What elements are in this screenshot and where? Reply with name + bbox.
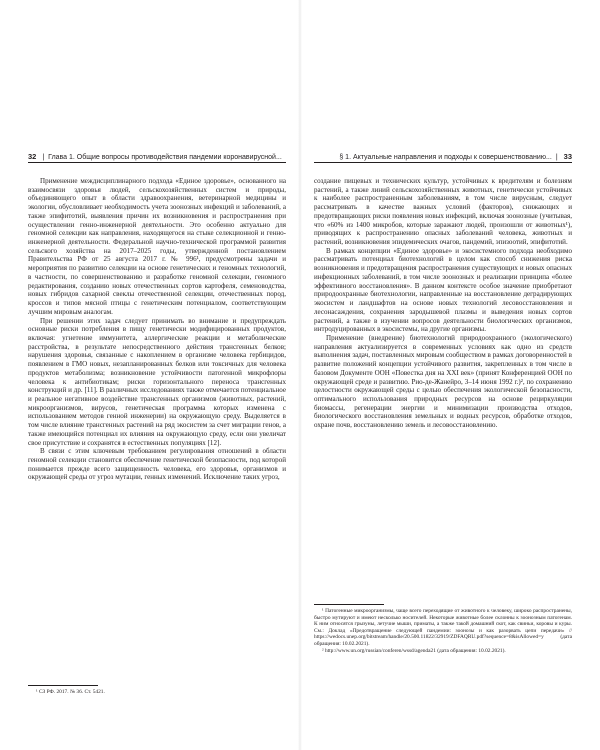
right-footnote-2: ² http://www.un.org/russian/conferen/wssd/agenda21 (дата обращения: 10.02.2021). xyxy=(322,647,506,654)
right-body-text xyxy=(314,177,572,430)
right-paragraph-1: создание пищевых и технических культур, устойчивых к вредителям и болезням растений, а также линий сельскохозяйственных животных, генетически устойчивых к наиболее распространенным заболеваниям, в том числе вирусным, следует рассматривать в качестве важных условий (факторов), снижающих и предотвращающих риски появления новых инфекций, включая зоонозные (учитывая, что «60% из 1400 микробов, которые заражают людей, произошли от животных¹), приводящих к распространению опасных заболеваний человека, животных и растений, возникновения эпидемических очагов, пандемий, эпизоотий, эпифитотий. xyxy=(314,177,572,247)
right-running-head-title: § 1. Актуальные направления и подходы к совершенствованию... xyxy=(339,154,552,161)
left-paragraph-1: Применение междисциплинарного подхода «Единое здоровье», основанного на взаимосвязи здоровья людей, сельскохозяйственных систем и природы, объединяющего опыт в области здравоохранения, ветеринарной медицины и экологии, обусловливает необходимость учета зоонозных инфекций и заболеваний, а также эпифитотий, выявления причин их возникновения и распространения при осуществлении генно-инженерной деятельности. Это особенно актуально для геномной селекции как направления, находящегося на стыке селекционной и генно-инженерной деятельности. Федеральной научно-технической программой развития сельского хозяйства на 2017–2025 годы, утвержденной постановлением Правительства РФ от 25 августа 2017 г. № 996¹, предусмотрены задачи и мероприятия по развитию селекции на основе генетических и геномных технологий, в частности, по совершенствованию и разработке геномной селекции, геномного редактирования, созданию новых отечественных сортов картофеля, семеноводства, новых гибридов сахарной свеклы отечественной селекции, отечественных пород, кроссов и типов мясной птицы с генетическим потенциалом, соответствующим лучшим мировым аналогам. xyxy=(28,177,286,316)
right-page-number: 33 xyxy=(563,152,572,161)
left-page-number: 32 xyxy=(28,152,37,161)
left-footnotes xyxy=(28,685,105,696)
right-footnotes xyxy=(314,604,572,654)
left-running-head-title: Глава 1. Общие вопросы противодействия пандемии коронавирусной... xyxy=(48,154,282,161)
right-page xyxy=(314,152,572,712)
left-footnote-1: ¹ СЗ РФ. 2017. № 36. Ст. 5421. xyxy=(36,689,105,695)
left-paragraph-2: При решении этих задач следует принимать во внимание и предупреждать основные риски потребления в пищу генетически модифицированных продуктов, включая: угнетение иммунитета, аллергические реакции и метаболические расстройства, в результате непосредственного действия трансгенных белков; нарушения здоровья, связанные с накоплением в организме человека гербицидов, появлением в ГМО новых, незапланированных белков или токсичных для человека продуктов метаболизма; возникновение устойчивости патогенной микрофлоры человека к антибиотикам; риски горизонтального переноса трансгенных конструкций и др. [11]. В различных исследованиях также отмечается потенциальное и реальное негативное воздействие трансгенных организмов (животных, растений, микроорганизмов, вирусов, генетическая программа которых изменена с использованием методов генной инженерии) на окружающую среду. Выделяется в том числе влияние трансгенных растений на ряд экосистем за счет миграции генов, а также имеющийся потенциал их влияния на окружающую среду, если они увеличат свое присутствие и сохранятся в естественных популяциях [12]. xyxy=(28,316,286,447)
right-footnote-1: ¹ Патогенные микроорганизмы, чаще всего переходящие от животного к человеку, широко распространены, быстро мутируют и имеют несколько носителей. Некоторые животные более склонны к зоонозным патогенам. К ним относятся грызуны, летучие мыши, приматы, а также такой домашний скот, как свиньи, коровы и куры. См.: Доклад «Предотвращение следующей пандемии: зоонозы и как разорвать цепи передачи» // https://wedocs.unep.org/bitstream/handle/20.500.11822/32919/ZDFAQRU.pdf?sequence=8&isAllowed=y (дата обращения: 10.02.2021). xyxy=(314,608,572,647)
left-page xyxy=(28,152,286,712)
left-running-head xyxy=(28,152,286,163)
right-paragraph-3: Применение (внедрение) биотехнологий природоохранного (экологического) направления актуализируется в современных условиях как одно из средств выполнения задач, поставленных мировым сообществом в рамках договоренностей в развитие положений концепции устойчивого развития, закрепленных в том числе в базовом Документе ООН «Повестка дня на XXI век» (принят Конференцией ООН по окружающей среде и развитию. Рио-де-Жанейро, 3–14 июня 1992 г.)², по сохранению целостности окружающей среды с целью обеспечения экологической безопасности, оптимального использования природных ресурсов на основе рециркуляции биомассы, регенерации энергии и минимизации производства отходов, биологического восстановления земельных и водных ресурсов, обработке отходов, охране почв, восстановлению земель и лесовосстановлению. xyxy=(314,333,572,430)
book-gutter xyxy=(298,0,302,750)
left-body-text xyxy=(28,177,286,482)
running-head-separator: | xyxy=(555,154,558,161)
right-running-head xyxy=(314,152,572,163)
right-paragraph-2: В рамках концепции «Единое здоровье» и экосистемного подхода необходимо рассматривать потенциал биотехнологий в целом как способ снижения риска возникновения и предотвращения распространения существующих и новых опасных инфекционных заболеваний, в том числе зоонозных и реализации принципа «более эффективного восстановления». В данном контексте особое значение приобретают природоохранные биотехнологии, направленные на восстановление деградирующих экосистем и ландшафтов на основе новых технологий лесовосстановления и лесонасаждения, сохранения зародышевой плазмы и выведения новых сортов растений, а также в изучении вопросов деятельности биологических организмов, интродуцированных в экосистемы, на другие организмы. xyxy=(314,246,572,334)
left-paragraph-3: В связи с этим ключевым требованием регулирования отношений в области геномной селекции становится обеспечение генетической безопасности, под которой понимается прежде всего защищенность человека, его здоровья, организмов и окружающей среды от угроз мутации, генных изменений. Исключение таких угроз, xyxy=(28,447,286,482)
running-head-separator: | xyxy=(42,154,45,161)
